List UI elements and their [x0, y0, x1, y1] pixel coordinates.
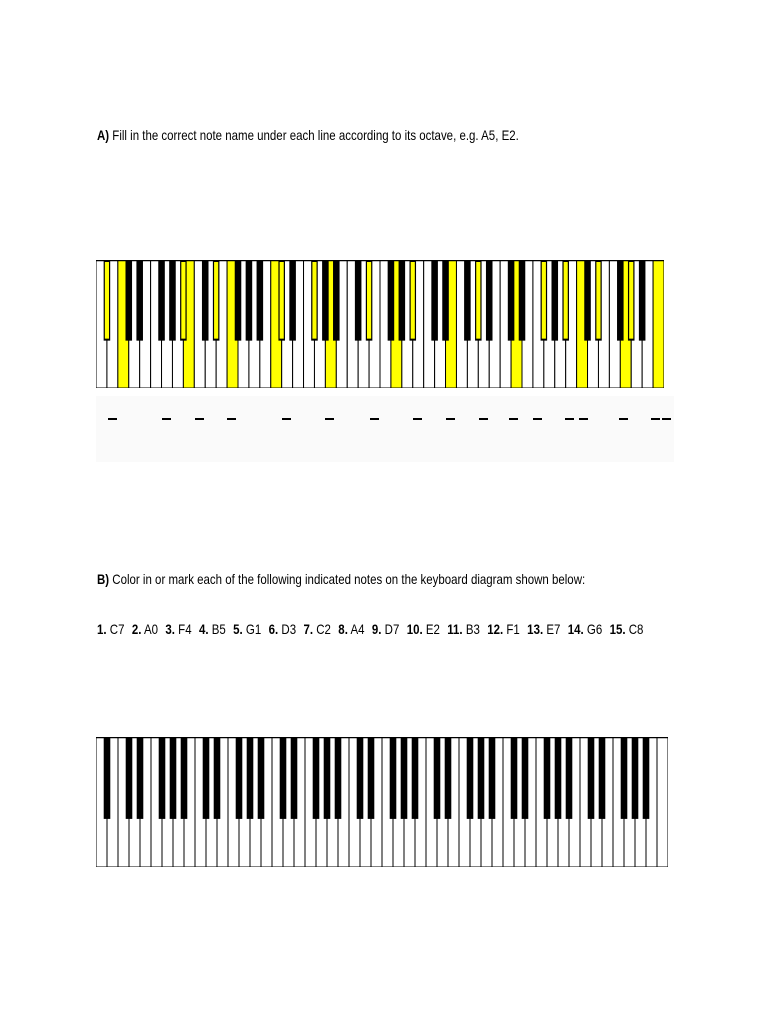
note-number: 14.	[567, 621, 584, 637]
note-number: 7.	[303, 621, 314, 637]
black-key	[169, 260, 176, 341]
note-name: F1	[503, 621, 520, 637]
black-key	[584, 260, 591, 341]
black-key-highlight	[105, 262, 109, 339]
black-key	[489, 737, 496, 819]
black-key-highlight	[312, 262, 316, 339]
black-key-highlight	[411, 262, 415, 339]
black-key	[431, 260, 438, 341]
black-key	[235, 260, 242, 341]
black-key	[368, 737, 375, 819]
black-key	[464, 260, 471, 341]
note-item	[233, 621, 261, 637]
black-key-highlight	[596, 262, 600, 339]
note-item	[97, 621, 124, 637]
answer-blank[interactable]	[370, 418, 379, 420]
answer-blank[interactable]	[413, 418, 422, 420]
black-key	[324, 737, 331, 819]
note-item	[487, 621, 520, 637]
black-key	[467, 737, 474, 819]
answer-blank[interactable]	[533, 418, 542, 420]
note-number: 5.	[233, 621, 243, 637]
note-name: A4	[347, 621, 365, 637]
black-key	[125, 260, 132, 341]
answer-blank[interactable]	[579, 418, 588, 420]
question-a-label: A)	[97, 127, 110, 143]
black-key	[335, 737, 342, 819]
keyboard-diagram-a	[96, 260, 664, 388]
black-key	[280, 737, 287, 819]
note-number: 1.	[97, 621, 107, 637]
black-key-highlight	[181, 262, 185, 339]
note-name: B3	[462, 621, 480, 637]
black-key	[632, 737, 639, 819]
black-key	[202, 260, 209, 341]
black-key	[137, 737, 144, 819]
note-item	[338, 621, 364, 637]
note-item	[610, 621, 644, 637]
note-number: 4.	[198, 621, 209, 637]
note-item	[447, 621, 480, 637]
note-number: 6.	[268, 621, 279, 637]
black-key	[544, 737, 551, 819]
answer-blank[interactable]	[195, 418, 204, 420]
answer-blank[interactable]	[282, 418, 291, 420]
answer-blank[interactable]	[325, 418, 334, 420]
black-key	[551, 260, 558, 341]
note-number: 11.	[447, 621, 463, 637]
black-key	[621, 737, 628, 819]
white-key	[653, 260, 664, 388]
black-key	[247, 737, 254, 819]
black-key	[434, 737, 441, 819]
answer-blank[interactable]	[108, 418, 117, 420]
note-item	[165, 621, 191, 637]
black-key	[203, 737, 210, 819]
note-number: 10.	[406, 621, 423, 637]
black-key	[104, 737, 111, 819]
note-name: C7	[106, 621, 125, 637]
black-key	[258, 737, 265, 819]
black-key	[257, 260, 264, 341]
black-key	[519, 260, 526, 341]
black-key-highlight	[629, 262, 633, 339]
note-item	[568, 621, 602, 637]
black-key-highlight	[542, 262, 546, 339]
answer-blank[interactable]	[651, 418, 660, 420]
answer-blank[interactable]	[479, 418, 488, 420]
black-key	[588, 737, 595, 819]
black-key	[236, 737, 243, 819]
black-key	[136, 260, 143, 341]
note-item	[269, 621, 296, 637]
black-key	[511, 737, 518, 819]
keyboard-diagram-b	[96, 737, 668, 867]
note-item	[527, 621, 560, 637]
black-key-highlight	[214, 262, 218, 339]
note-name: E7	[543, 621, 561, 637]
answer-blank[interactable]	[619, 418, 628, 420]
answer-blank[interactable]	[227, 418, 236, 420]
note-name: E2	[422, 621, 440, 637]
note-number: 3.	[165, 621, 175, 637]
answer-blank[interactable]	[509, 418, 518, 420]
black-key	[566, 737, 573, 819]
black-key	[508, 260, 515, 341]
black-key	[159, 737, 166, 819]
note-number: 12.	[487, 621, 504, 637]
black-key	[289, 260, 296, 341]
black-key	[617, 260, 624, 341]
black-key	[291, 737, 298, 819]
black-key	[442, 260, 449, 341]
note-name: F4	[174, 621, 192, 637]
note-name: B5	[208, 621, 226, 637]
note-name: C2	[313, 621, 331, 637]
note-name: D3	[278, 621, 297, 637]
note-list	[97, 621, 651, 637]
black-key	[181, 737, 188, 819]
black-key	[357, 737, 364, 819]
question-b-text: Color in or mark each of the following indicated notes on the keyboard diagram shown below:	[109, 571, 586, 587]
white-key	[657, 737, 668, 867]
question-b	[97, 571, 585, 587]
answer-blank[interactable]	[662, 418, 671, 420]
black-key	[639, 260, 646, 341]
note-item	[132, 621, 158, 637]
black-key	[322, 260, 329, 341]
black-key	[399, 260, 406, 341]
black-key	[522, 737, 529, 819]
black-key	[355, 260, 362, 341]
black-key	[388, 260, 395, 341]
black-key	[158, 260, 165, 341]
black-key	[478, 737, 485, 819]
black-key-highlight	[367, 262, 371, 339]
answer-blank[interactable]	[162, 418, 171, 420]
black-key	[170, 737, 177, 819]
black-key-highlight	[564, 262, 568, 339]
black-key	[486, 260, 493, 341]
black-key	[333, 260, 340, 341]
black-key	[555, 737, 562, 819]
black-key-highlight	[476, 262, 480, 339]
black-key	[401, 737, 408, 819]
question-a-text: Fill in the correct note name under each line according to its octave, e.g. A5, E2.	[109, 127, 519, 143]
note-name: D7	[381, 621, 400, 637]
answer-blank[interactable]	[446, 418, 455, 420]
note-item	[303, 621, 330, 637]
black-key	[313, 737, 320, 819]
note-number: 2.	[131, 621, 142, 637]
black-key	[643, 737, 650, 819]
note-number: 9.	[371, 621, 382, 637]
note-name: A0	[141, 621, 159, 637]
question-b-label: B)	[97, 571, 110, 587]
black-key	[214, 737, 221, 819]
answer-blanks	[96, 396, 674, 462]
black-key	[246, 260, 253, 341]
note-number: 15.	[609, 621, 626, 637]
black-key	[599, 737, 606, 819]
note-item	[407, 621, 440, 637]
answer-blank[interactable]	[565, 418, 574, 420]
note-name: G1	[242, 621, 262, 637]
note-name: G6	[583, 621, 603, 637]
black-key-highlight	[280, 262, 284, 339]
note-name: C8	[625, 621, 644, 637]
note-number: 13.	[527, 621, 544, 637]
black-key	[126, 737, 133, 819]
note-item	[372, 621, 399, 637]
black-key	[390, 737, 397, 819]
note-number: 8.	[338, 621, 348, 637]
black-key	[445, 737, 452, 819]
question-a	[97, 127, 519, 143]
black-key	[412, 737, 419, 819]
note-item	[199, 621, 226, 637]
